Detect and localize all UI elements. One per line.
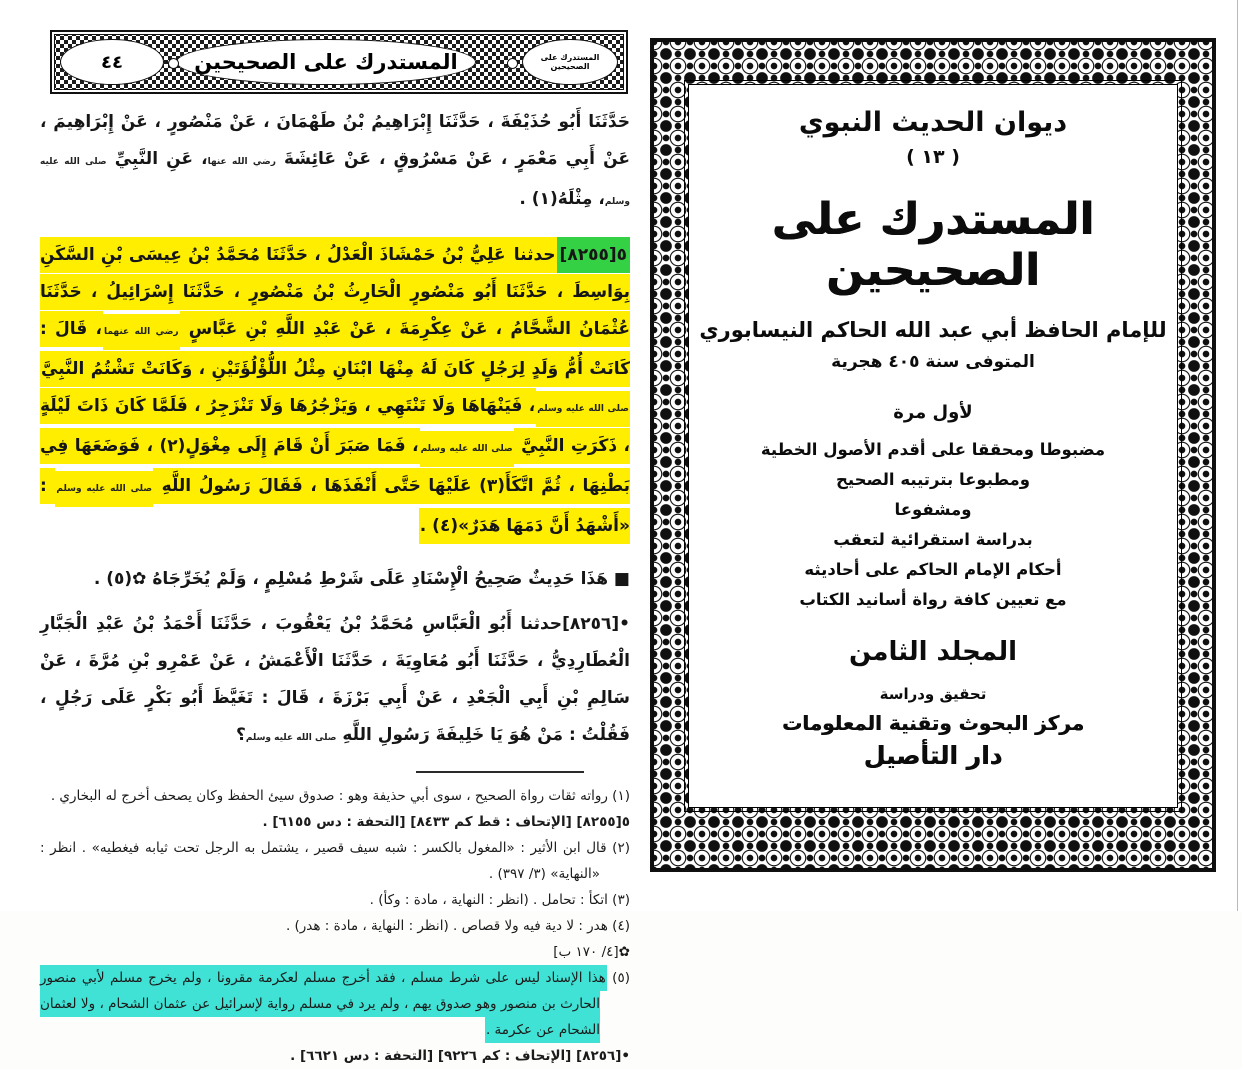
scan-edge-line xyxy=(1237,0,1238,911)
honorific-saw: صلى الله عليه وسلم xyxy=(40,157,630,207)
feature-line: مضبوطا ومحققا على أقدم الأصول الخطية xyxy=(760,440,1106,459)
honorific-radiallahu-anha: رضي الله عنها xyxy=(207,157,276,167)
feature-line: مع تعيين كافة رواة أسانيد الكتاب xyxy=(799,590,1067,609)
header-connector-dot xyxy=(168,58,179,69)
hadith-body xyxy=(40,104,630,757)
folio-marker: ✿[٤/ ١٧٠ ب] xyxy=(553,944,630,960)
footnote-2: (٢) قال ابن الأثير : «المغول بالكسر : شبه سيف قصير ، يشتمل به الرجل تحت ثيابه فيغطيه» . انظر : «النهاية» (٣/ ٣٩٧) . xyxy=(40,840,630,882)
footnote-1: (١) رواته ثقات رواة الصحيح ، سوى أبي حذيفة وهو : صدوق سيئ الحفظ وكان يصحف أخرج له البخاري . xyxy=(50,788,630,804)
death-date-line: المتوفى سنة ٤٠٥ هجرية xyxy=(831,352,1035,372)
haddathana-opener: حدثنا xyxy=(513,237,557,273)
tahqiq-line: تحقيق ودراسة xyxy=(879,685,987,703)
title-page-content xyxy=(688,84,1178,808)
page-header-band xyxy=(50,30,628,94)
title-page xyxy=(650,38,1216,872)
hadith-8255-text: ، قَالَ : كَانَتْ أُمُّ وَلَدٍ لِرَجُلٍ كَانَ لَهُ مِنْهَا ابْنَانِ مِثْلُ اللُّؤْلُؤَتَيْنِ ، وَكَانَتْ تَشْتُمُ النَّبِيَّ xyxy=(40,311,630,387)
hadith-8256-text: ؟ xyxy=(235,725,246,745)
page-number: ٤٤ xyxy=(101,51,123,73)
footnote-5 xyxy=(40,965,630,1043)
series-title: ديوان الحديث النبوي xyxy=(798,107,1068,138)
edition-features xyxy=(689,435,1177,615)
feature-line: بدراسة استقرائية لتعقب xyxy=(833,530,1033,549)
hadith-8255-text: ، فَمَا صَبَرَ أَنْ قَامَ إِلَى مِغْوَلٍ(٢) ، فَوَضَعَهَا فِي بَطْنِهَا ، ثُمَّ اتَّكَأَ(٣) عَلَيْهَا حَتَّى أَنْفَذَهَا ، فَقَالَ رَسُولُ اللَّهِ xyxy=(40,428,630,504)
hadith-8255-text: : «أَشْهَدُ أَنَّ دَمَهَا هَدَرٌ»(٤) . xyxy=(40,468,630,544)
first-edition-line: لأول مرة xyxy=(893,402,973,423)
hadith-id-8256: •[٨٢٥٦] xyxy=(562,614,630,634)
volume-title: المجلد الثامن xyxy=(848,637,1018,667)
footnote-ref-8256: •[٨٢٥٦] [الإتحاف : كم ٩٢٢٦] [التحفة : دس ٦٦٢١] . xyxy=(290,1048,630,1064)
header-connector-dot xyxy=(507,58,518,69)
honorific-radiallahu-anhuma: رضي الله عنهما xyxy=(103,314,180,350)
hadith-8255-block xyxy=(40,237,630,545)
isnad-text: ، عَنِ النَّبِيِّ xyxy=(106,149,208,169)
series-number: ( ١٣ ) xyxy=(906,146,960,168)
footnote-4: (٤) هدر : لا دية فيه ولا قصاص . (انظر : النهاية ، مادة : هدر) . xyxy=(285,918,630,934)
hadith-8255-text: ، فَيَنْهَاهَا وَلَا تَنْتَهِي ، وَيَزْجُرُهَا وَلَا تَنْزَجِرُ ، فَلَمَّا كَانَ ذَاتَ لَيْلَةٍ ، ذَكَرَتِ النَّبِيَّ xyxy=(40,388,630,464)
grading-line: ■ هَذَا حَدِيثٌ صَحِيحُ الْإِسْنَادِ عَلَى شَرْطِ مُسْلِمٍ ، وَلَمْ يُخَرِّجَاهُ ✿(٥) . xyxy=(93,569,630,589)
honorific-saw: صلى الله عليه وسلم xyxy=(55,471,153,507)
book-title: المستدرك على الصحيحين xyxy=(771,194,1095,296)
author-line: للإمام الحافظ أبي عبد الله الحاكم النيسابوري xyxy=(699,318,1167,342)
honorific-saw: صلى الله عليه وسلم xyxy=(420,431,514,467)
hadith-paragraph-isnad xyxy=(40,104,630,221)
footnote-separator xyxy=(416,771,584,773)
running-title: المستدرك على الصحيحين xyxy=(194,50,458,74)
header-title-cartouche xyxy=(176,39,476,85)
page-left xyxy=(34,30,631,1064)
haddathana-opener: حدثنا xyxy=(520,614,563,634)
footnote-ref-8255: ٥[٨٢٥٥] [الإتحاف : قط كم ٨٤٣٣] [التحفة : دس ٦١٥٥] . xyxy=(262,814,630,830)
honorific-saw: صلى الله عليه وسلم xyxy=(536,391,630,427)
footnote-3: (٣) اتكأ : تحامل . (انظر : النهاية ، مادة : وكأ) . xyxy=(369,892,630,908)
footnotes-section xyxy=(40,783,630,1069)
feature-line: ومطبوعا بترتيبه الصحيح xyxy=(835,470,1031,489)
honorific-saw: صلى الله عليه وسلم xyxy=(245,733,337,743)
footnote-5-number: (٥) xyxy=(606,970,630,986)
hadith-8256-text: أَبُو الْعَبَّاسِ مُحَمَّدُ بْنُ يَعْقُوبَ ، حَدَّثَنَا أَحْمَدُ بْنُ عَبْدِ الْجَبَّارِ الْعُطَارِدِيُّ ، حَدَّثَنَا أَبُو مُعَاوِيَةَ ، حَدَّثَنَا الْأَعْمَشُ ، عَنْ عَمْرِو بْنِ مُرَّةَ ، عَنْ سَالِمِ بْنِ أَبِي الْجَعْدِ ، عَنْ أَبِي بَرْزَةَ ، قَالَ : تَغَيَّظَ أَبُو بَكْرٍ عَلَى رَجُلٍ ، فَقُلْتُ : مَنْ هُوَ يَا خَلِيفَةَ رَسُولِ اللَّهِ xyxy=(40,614,630,745)
research-center-line: مركز البحوث وتقنية المعلومات xyxy=(782,711,1084,735)
isnad-text: حَدَّثَنَا أَبُو حُذَيْفَةَ ، حَدَّثَنَا إِبْرَاهِيمُ بْنُ طَهْمَانَ ، عَنْ مَنْصُورٍ ، عَنْ إِبْرَاهِيمَ ، عَنْ أَبِي مَعْمَرٍ ، عَنْ مَسْرُوقٍ ، عَنْ عَائِشَةَ xyxy=(40,112,630,169)
hadith-8256-block xyxy=(40,606,630,757)
footnote-5-highlighted-text: هذا الإسناد ليس على شرط مسلم ، فقد أخرج مسلم لعكرمة مقرونا ، ولم يخرج مسلم لأبي منصور الحارث بن منصور وهو صدوق يهم ، ولم يرد في مسلم رواية لإسرائيل عن عثمان الشحام ، ولا لعثمان الشحام عن عكرمة . xyxy=(40,965,607,1043)
feature-line: ومشفوعا xyxy=(894,500,972,519)
header-logo-cartouche xyxy=(522,39,618,85)
hadith-8255-text: عَلِيُّ بْنُ حَمْشَاذَ الْعَدْلُ ، حَدَّثَنَا مُحَمَّدُ بْنُ عِيسَى بْنِ السَّكَنِ بِوَاسِطَ ، حَدَّثَنَا أَبُو مَنْصُورٍ الْحَارِثُ بْنُ مَنْصُورٍ ، حَدَّثَنَا إِسْرَائِيلُ ، حَدَّثَنَا عُثْمَانُ الشَّحَّامُ ، عَنْ عِكْرِمَةَ ، عَنْ عَبْدِ اللَّهِ بْنِ عَبَّاسٍ xyxy=(40,237,630,347)
publisher-line: دار التأصيل xyxy=(863,741,1003,770)
header-logo-text: المستدرك على الصحيحين xyxy=(540,53,600,71)
feature-line: أحكام الإمام الحاكم على أحاديثه xyxy=(804,560,1062,579)
isnad-text: ، مِثْلَهُ(١) . xyxy=(519,189,605,209)
header-page-number-cartouche xyxy=(60,39,164,85)
hadith-id-8255: ٥[٨٢٥٥] xyxy=(557,237,630,273)
